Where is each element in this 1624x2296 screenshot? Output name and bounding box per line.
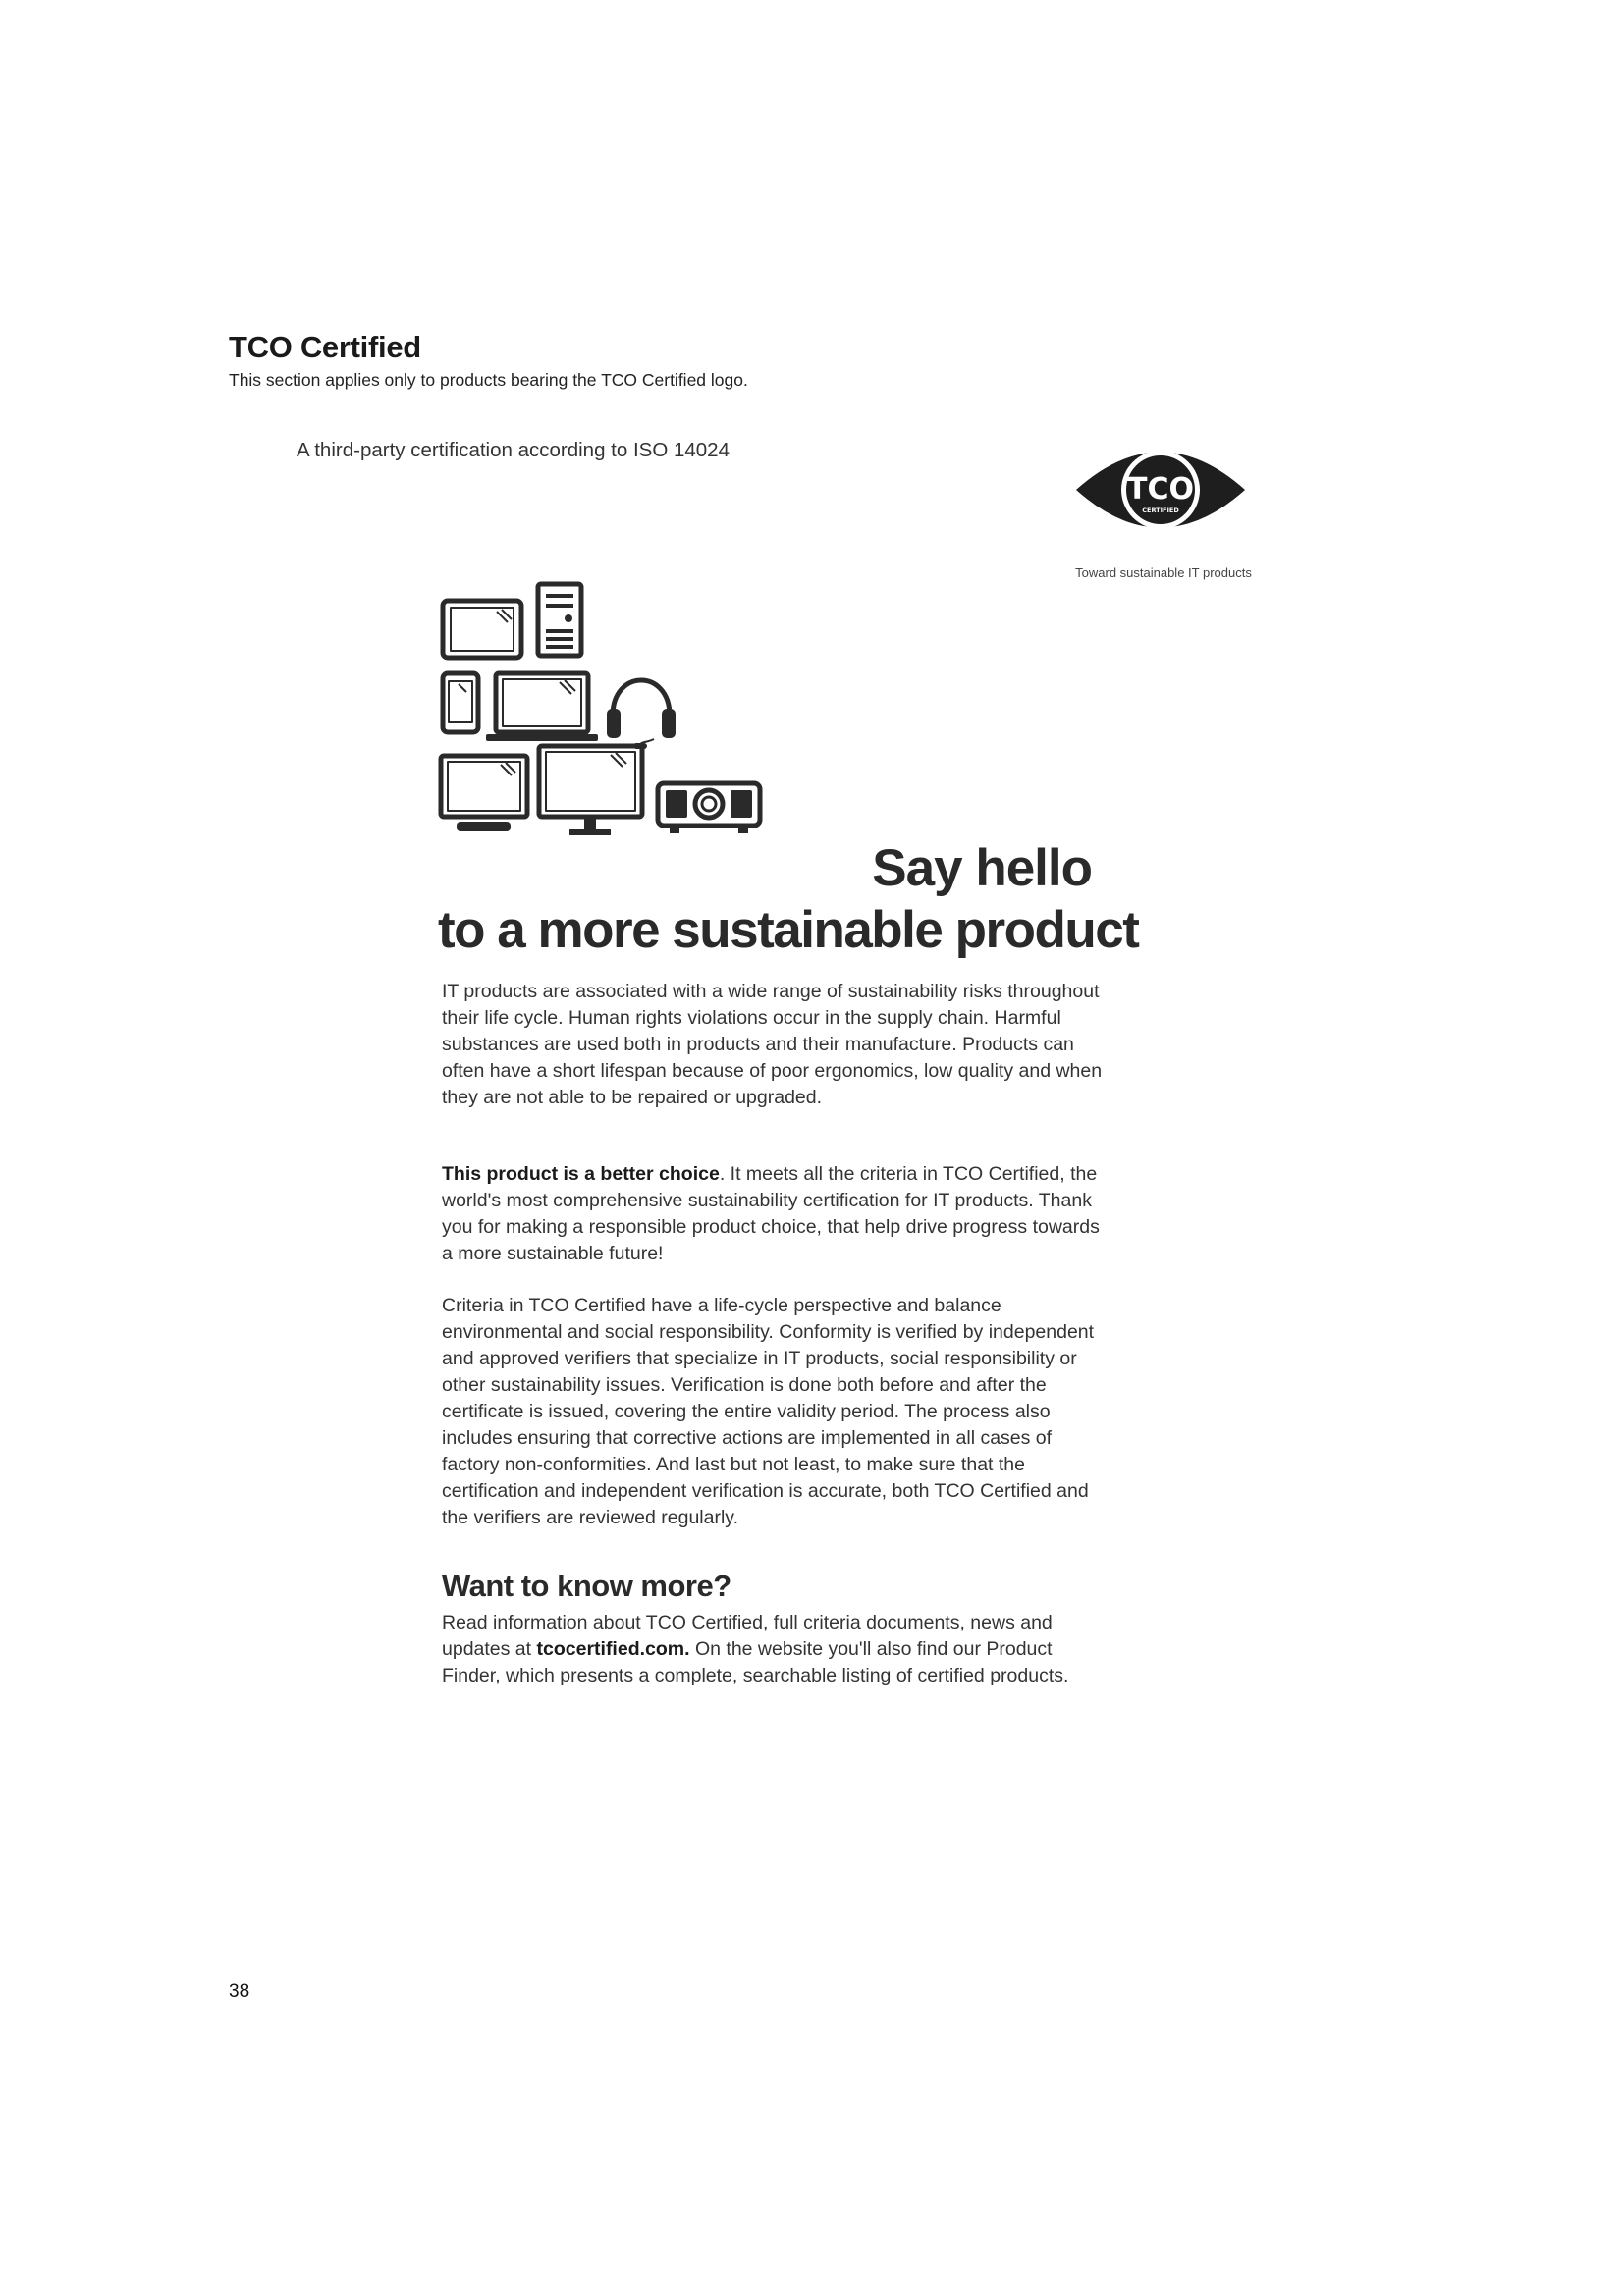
more-info-paragraph xyxy=(442,1610,1105,1689)
want-to-know-more-heading: Want to know more? xyxy=(442,1569,731,1603)
tablet-icon xyxy=(443,601,521,658)
criteria-paragraph: Criteria in TCO Certified have a life-cycle perspective and balance environmental and social responsibility. Conformity is verified by independent and approved verifiers that specialize in IT products, social responsibility or other sustainability issues. Verification is done both before and after the certificate is issued, covering the entire validity period. The process also includes ensuring that corrective actions are implemented in all cases of factory non-conformities. And last but not least, to make sure that the certification and independent verification is accurate, both TCO Certified and the verifiers are reviewed regularly. xyxy=(442,1295,1095,1528)
section-title: TCO Certified xyxy=(229,330,421,364)
better-choice-text: . It meets all the criteria in TCO Certified, the world's most comprehensive sustainability certification for IT products. Thank you for making a responsible product choice, that help drive progress towards a more sustainable future! xyxy=(442,1163,1100,1264)
logo-mark-subtext: CERTIFIED xyxy=(1142,507,1179,514)
headline-line1: Say hello xyxy=(872,839,1092,897)
laptop-icon xyxy=(496,673,588,732)
large-monitor-icon xyxy=(539,746,642,817)
more-info-text-start: Read information about TCO Certified, full criteria documents, news and updates at xyxy=(442,1612,1053,1660)
iso-certification-line: A third-party certification according to ISO 14024 xyxy=(297,439,730,461)
monitor-icon xyxy=(441,756,527,817)
more-info-text-end: On the website you'll also find our Product Finder, which presents a complete, searchable listing of certified products. xyxy=(442,1638,1069,1686)
better-choice-bold: This product is a better choice xyxy=(442,1163,720,1185)
website-link[interactable]: tcocertified.com. xyxy=(536,1638,690,1660)
section-subtitle: This section applies only to products bearing the TCO Certified logo. xyxy=(229,370,748,390)
logo-mark-text: TCO xyxy=(1127,472,1194,507)
risks-paragraph: IT products are associated with a wide range of sustainability risks throughout their life cycle. Human rights violations occur in the supply chain. Harmful substances are used both in products and their manufacture. Products can often have a short lifespan because of poor ergonomics, low quality and when they are not able to be repaired or upgraded. xyxy=(442,981,1103,1108)
it-devices-illustration xyxy=(432,574,766,839)
better-choice-paragraph xyxy=(442,1161,1105,1267)
page-number: 38 xyxy=(229,1981,250,2002)
tco-certified-eye-logo xyxy=(1072,434,1249,547)
headline-line2: to a more sustainable product xyxy=(438,901,1139,959)
headset-icon xyxy=(613,680,670,716)
logo-tagline: Toward sustainable IT products xyxy=(1075,565,1252,580)
